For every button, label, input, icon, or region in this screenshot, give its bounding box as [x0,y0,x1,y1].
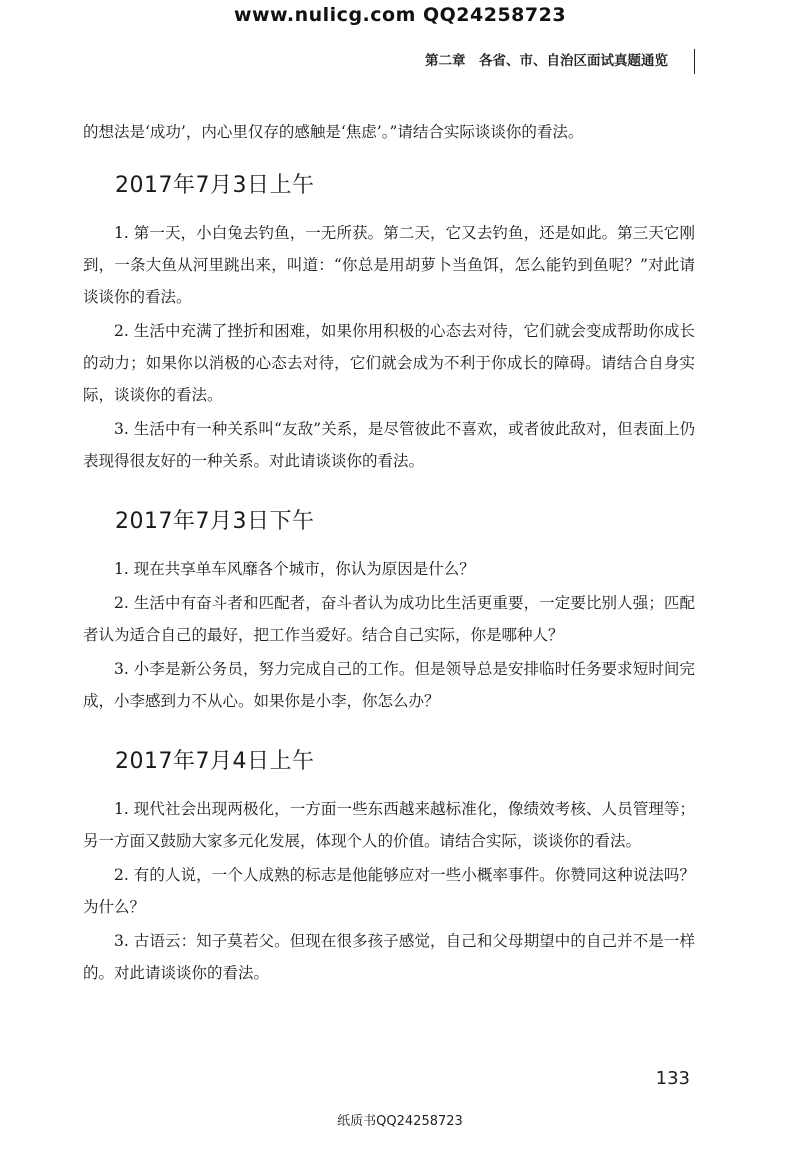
top-watermark: www.nulicg.com QQ24258723 [233,4,567,26]
section-title: 2017年7月3日上午 [115,173,315,198]
question-item: 2. 生活中充满了挫折和困难，如果你用积极的心态去对待，它们就会变成帮助你成长的动力；如果你以消极的心态去对待，它们就会成为不利于你成长的障碍。请结合自身实际，谈谈你的看法。 [83,322,695,404]
question-item: 2. 有的人说，一个人成熟的标志是他能够应对一些小概率事件。你赞同这种说法吗？为什么？ [83,866,695,916]
section-title: 2017年7月3日下午 [115,509,315,534]
continuation-text: 的想法是‘成功’，内心里仅存的感触是‘焦虑’。”请结合实际谈谈你的看法。 [83,123,584,141]
section-0703-am [83,171,695,477]
question-item: 1. 第一天，小白兔去钓鱼，一无所获。第二天，它又去钓鱼，还是如此。第三天它刚到，一条大鱼从河里跳出来，叫道：“你总是用胡萝卜当鱼饵，怎么能钓到鱼呢？”对此请谈谈你的看法。 [83,224,695,306]
header-divider [694,49,695,74]
question-item: 3. 古语云：知子莫若父。但现在很多孩子感觉，自己和父母期望中的自己并不是一样的。对此请谈谈你的看法。 [83,932,695,982]
question-item: 1. 现在共享单车风靡各个城市，你认为原因是什么？ [114,560,475,578]
question-item: 3. 小李是新公务员，努力完成自己的工作。但是领导总是安排临时任务要求短时间完成，小李感到力不从心。如果你是小李，你怎么办？ [83,660,695,710]
section-title: 2017年7月4日上午 [115,749,315,774]
bottom-watermark: 纸质书QQ24258723 [337,1114,463,1129]
section-0703-pm [83,507,695,717]
section-0704-am [83,747,695,989]
page-number: 133 [655,1068,690,1089]
page-content [83,116,695,1019]
question-item: 2. 生活中有奋斗者和匹配者，奋斗者认为成功比生活更重要，一定要比别人强；匹配者认为适合自己的最好，把工作当爱好。结合自己实际，你是哪种人？ [83,594,695,644]
question-item: 3. 生活中有一种关系叫“友敌”关系，是尽管彼此不喜欢，或者彼此敌对，但表面上仍表现得很友好的一种关系。对此请谈谈你的看法。 [83,420,695,470]
chapter-header: 第二章 各省、市、自治区面试真题通览 [425,53,668,69]
question-item: 1. 现代社会出现两极化，一方面一些东西越来越标准化，像绩效考核、人员管理等；另一方面又鼓励大家多元化发展，体现个人的价值。请结合实际，谈谈你的看法。 [83,800,695,850]
